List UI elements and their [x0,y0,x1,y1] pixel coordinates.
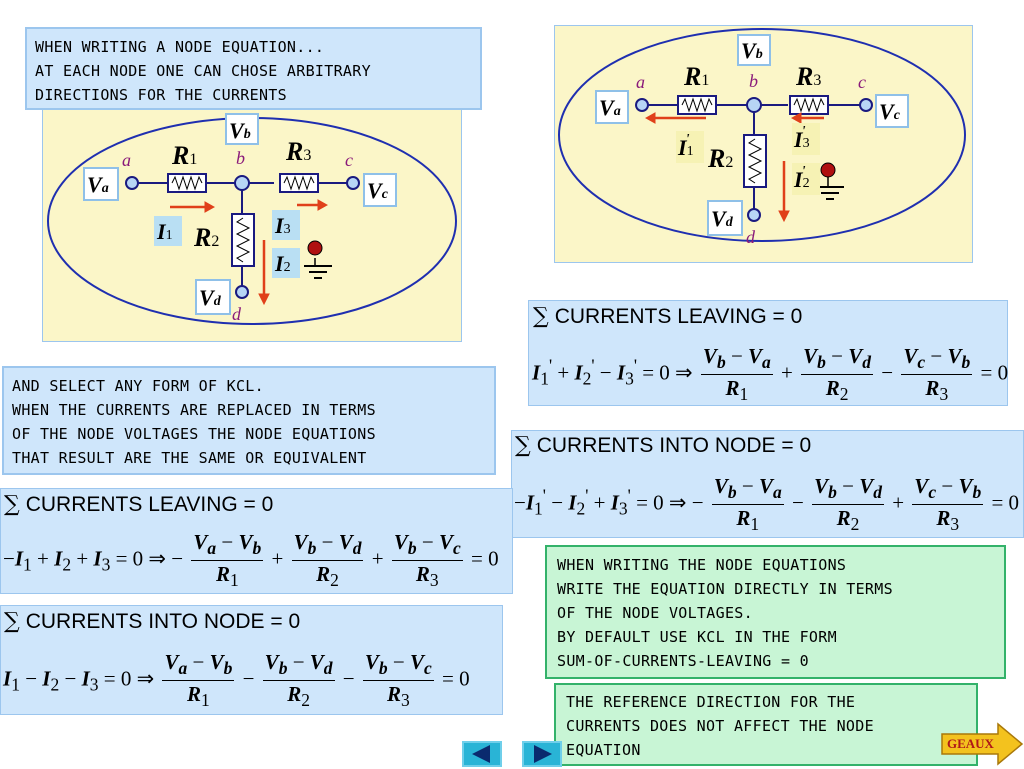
ground-icon [816,163,844,199]
equation-heading-leaving-left: ∑ CURRENTS LEAVING = 0 [4,492,274,517]
svg-text:Va: Va [87,172,109,197]
svg-text:Vb: Vb [229,118,251,143]
svg-text:I3: I3 [275,213,291,238]
equation-into-right: $-I_1' - I_2' + I_3' = 0$ ⇒ − $\frac{V_b - V_a}{R_1}$ − $\frac{V_b - V_d}{R_2}$ + $\frac{V_c - V_b}{R_3}$ = 0 [514,474,1020,535]
svg-text:Va: Va [599,95,621,120]
svg-text:I3': I3' [794,124,810,152]
svg-text:Vc: Vc [879,99,900,124]
svg-text:R3: R3 [796,62,822,91]
note-green-2: THE REFERENCE DIRECTION FOR THE CURRENTS DOES NOT AFFECT THE NODE EQUATION [554,683,978,766]
node-a-label: a [122,150,131,170]
node-c-label: c [345,150,353,170]
node-a-label: a [636,72,645,92]
resistor-r3-right [790,96,828,114]
svg-text:R2: R2 [708,144,734,173]
svg-text:I2': I2' [794,164,810,192]
svg-text:I1': I1' [678,132,694,160]
svg-text:R1: R1 [172,141,198,170]
svg-text:R3: R3 [286,137,312,166]
equation-into-left: $I_1 - I_2 - I_3 = 0$ ⇒ $\frac{V_a - V_b}{R_1}$ − $\frac{V_b - V_d}{R_2}$ − $\frac{V_b - V_c}{R_3}$ = 0 [3,650,470,711]
note-middle-left: AND SELECT ANY FORM OF KCL. WHEN THE CURRENTS ARE REPLACED IN TERMS OF THE NODE VOLTAGES THE NODE EQUATIONS THAT RESULT ARE THE SAME OR EQUIVALENT [2,366,496,475]
equation-heading-into-right: ∑ CURRENTS INTO NODE = 0 [515,433,812,458]
node-d-label: d [746,227,755,247]
arrow-right-icon [524,743,560,765]
prev-button[interactable] [462,741,502,767]
svg-text:Vd: Vd [711,206,733,231]
node-b-label: b [236,148,245,168]
svg-text:Vc: Vc [367,178,388,203]
equation-leaving-left: $-I_1 + I_2 + I_3 = 0$ ⇒ − $\frac{V_a - V_b}{R_1}$ + $\frac{V_b - V_d}{R_2}$ + $\frac{V_b - V_c}{R_3}$ = 0 [3,530,499,591]
note-green-1: WHEN WRITING THE NODE EQUATIONS WRITE THE EQUATION DIRECTLY IN TERMS OF THE NODE VOLTAGES. BY DEFAULT USE KCL IN THE FORM SUM-OF-CURRENTS-LEAVING = 0 [545,545,1006,679]
svg-text:Vb: Vb [741,38,763,63]
resistor-r3-left [280,174,318,192]
resistor-r2-left [232,214,254,266]
svg-text:I2: I2 [275,251,291,276]
geaux-label: GEAUX [947,736,994,751]
svg-text:R1: R1 [684,62,710,91]
svg-text:R2: R2 [194,223,220,252]
equation-leaving-right: $I_1' + I_2' - I_3' = 0$ ⇒ $\frac{V_b - V_a}{R_1}$ + $\frac{V_b - V_d}{R_2}$ − $\frac{V_c - V_b}{R_3}$ = 0 [532,344,1009,405]
equation-heading-leaving-right: ∑ CURRENTS LEAVING = 0 [533,304,803,329]
node-d-label: d [232,304,241,324]
resistor-r1-left [168,174,206,192]
resistor-r2-right [744,135,766,187]
note-top-left: WHEN WRITING A NODE EQUATION... AT EACH NODE ONE CAN CHOSE ARBITRARY DIRECTIONS FOR THE CURRENTS [25,27,482,110]
equation-heading-into-left: ∑ CURRENTS INTO NODE = 0 [4,609,301,634]
next-button[interactable] [522,741,562,767]
svg-text:I1: I1 [157,219,173,244]
resistor-r1-right [678,96,716,114]
node-b-label: b [749,71,758,91]
arrow-left-icon [464,743,500,765]
ground-icon [304,241,332,278]
node-c-label: c [858,72,866,92]
circuit-diagram-right [554,25,973,263]
svg-text:Vd: Vd [199,285,221,310]
geaux-button[interactable] [940,722,1024,766]
circuit-diagram-left [42,108,462,342]
